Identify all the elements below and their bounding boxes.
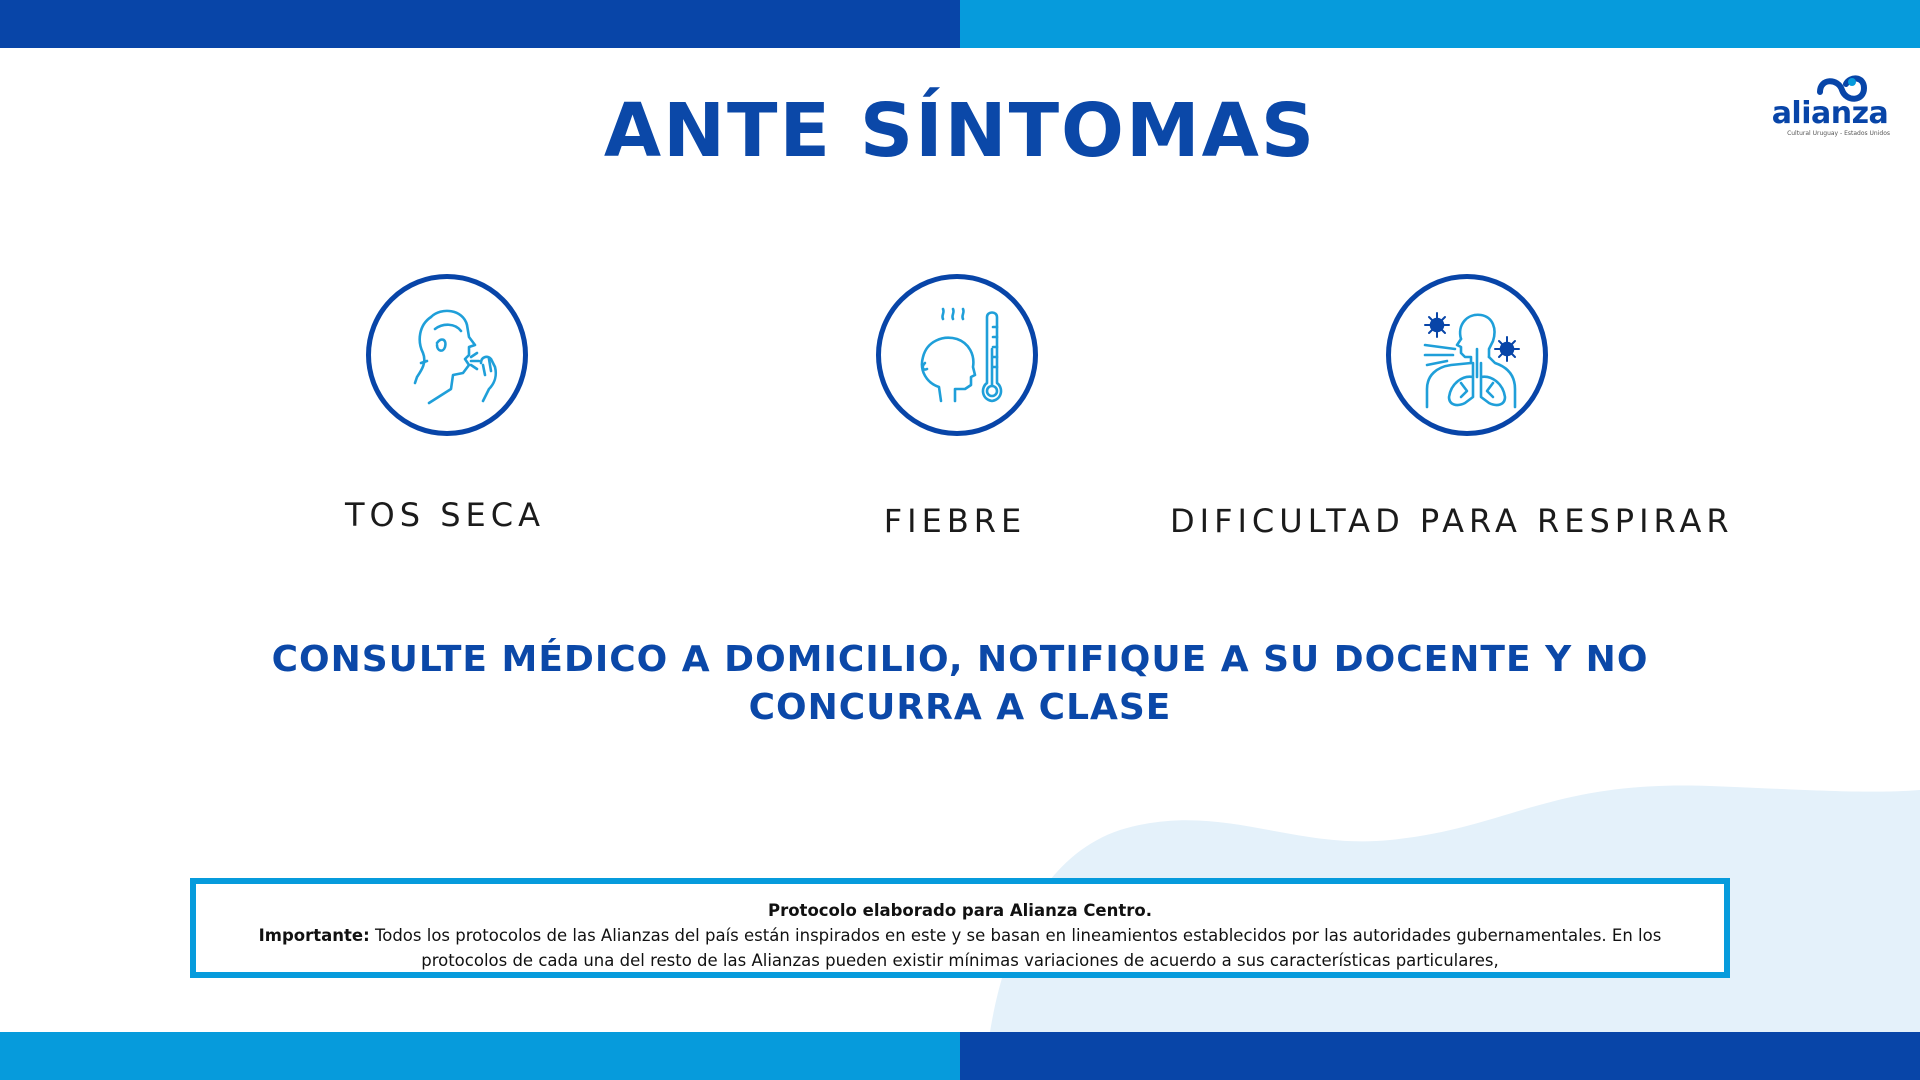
top-bar-dark: [0, 0, 960, 48]
notice-heading: Protocolo elaborado para Alianza Centro.: [767, 901, 1152, 920]
notice-important-label: Importante:: [258, 926, 370, 945]
advice-text: [260, 636, 1660, 732]
cough-icon: [366, 274, 528, 436]
breathing-lungs-icon: [1386, 274, 1548, 436]
logo-tagline: Cultural Uruguay - Estados Unidos: [1787, 130, 1890, 137]
symptom-label-dificultad-respirar: DIFICULTAD PARA RESPIRAR: [1170, 502, 1734, 540]
page-title: ANTE SÍNTOMAS: [603, 88, 1317, 174]
bottom-bar-dark: [960, 1032, 1920, 1080]
symptom-label-tos-seca: TOS SECA: [345, 496, 545, 534]
symptom-label-fiebre: FIEBRE: [883, 502, 1027, 540]
protocol-notice-box: [190, 878, 1730, 978]
bottom-bar-light: [0, 1032, 960, 1080]
notice-body: [256, 923, 1664, 973]
logo-wordmark: alianza: [1771, 96, 1889, 131]
notice-important-text: Todos los protocolos de las Alianzas del país están inspirados en este y se basan en lineamientos establecidos por las autoridades gubernamentales. En los protocolos de cada una del resto de las Alianzas pueden existir mínimas variaciones de acuerdo a sus características particulares,: [369, 926, 1662, 970]
fever-thermometer-icon: [876, 274, 1038, 436]
advice-line-2: CONCURRA A CLASE: [748, 687, 1172, 728]
top-bar-light: [960, 0, 1920, 48]
advice-line-1: CONSULTE MÉDICO A DOMICILIO, NOTIFIQUE A SU DOCENTE Y NO: [271, 639, 1649, 680]
